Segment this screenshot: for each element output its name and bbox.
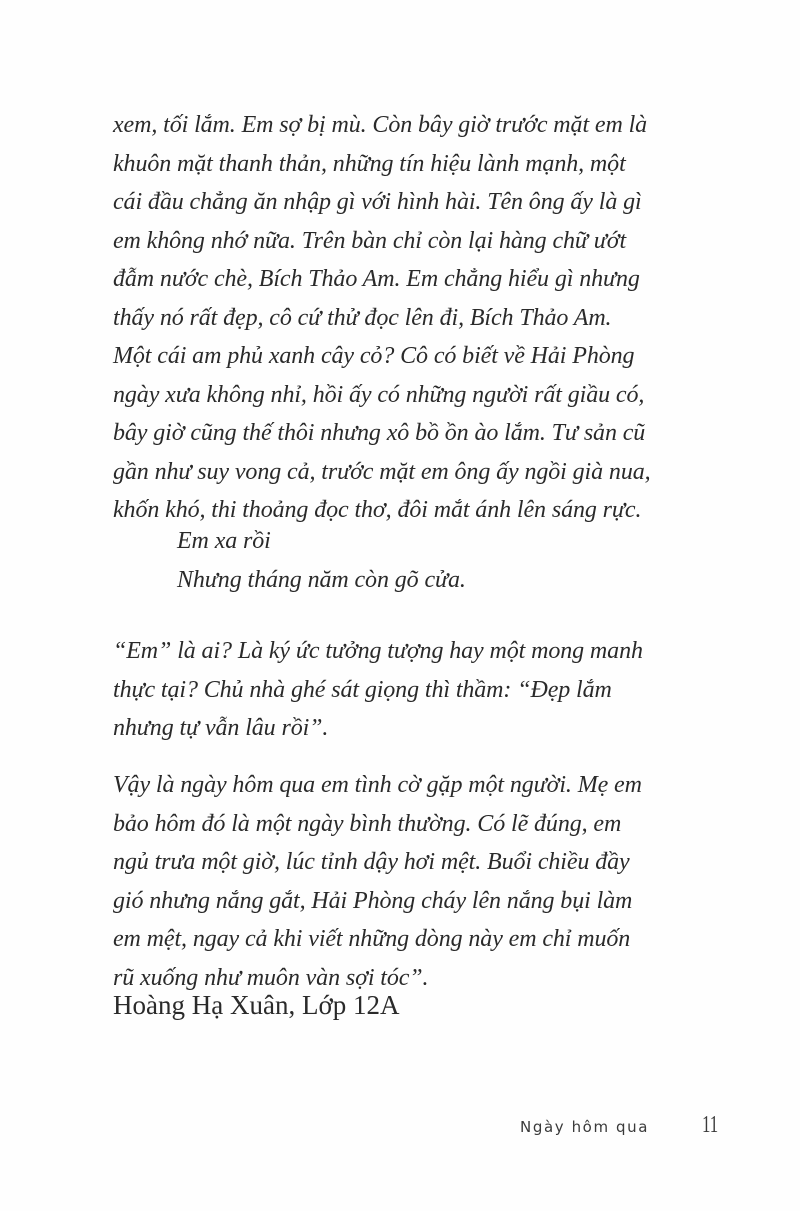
text-line: Vậy là ngày hôm qua em tình cờ gặp một người. Mẹ em: [113, 772, 642, 798]
author-signature: Hoàng Hạ Xuân, Lớp 12A: [113, 990, 400, 1020]
text-line: bảo hôm đó là một ngày bình thường. Có lẽ đúng, em: [113, 810, 622, 837]
text-line: rũ xuống như muôn vàn sợi tóc”.: [113, 964, 429, 991]
text-line: khốn khó, thi thoảng đọc thơ, đôi mắt ánh lên sáng rực.: [113, 497, 642, 523]
text-line: “Em” là ai? Là ký ức tưởng tượng hay một mong manh: [113, 638, 643, 664]
text-line: cái đầu chẳng ăn nhập gì với hình hài. Tên ông ấy là gì: [113, 189, 642, 215]
paragraph-1: [113, 106, 693, 530]
text-line: ngày xưa không nhỉ, hồi ấy có những người rất giầu có,: [113, 381, 645, 408]
text-line: gió nhưng nắng gắt, Hải Phòng cháy lên nắng bụi làm: [113, 887, 633, 914]
text-line: em không nhớ nữa. Trên bàn chỉ còn lại hàng chữ ướt: [113, 227, 627, 254]
text-line: thấy nó rất đẹp, cô cứ thử đọc lên đi, Bích Thảo Am.: [113, 304, 612, 331]
text-line: nhưng tự vẫn lâu rồi”.: [113, 715, 329, 741]
running-footer-title: Ngày hôm qua: [520, 1118, 650, 1136]
paragraph-2: [113, 632, 693, 748]
text-line: em mệt, ngay cả khi viết những dòng này em chỉ muốn: [113, 926, 631, 952]
text-line: gần như suy vong cả, trước mặt em ông ấy ngồi già nua,: [113, 458, 651, 485]
poem-line: Nhưng tháng năm còn gõ cửa.: [177, 566, 466, 593]
text-line: thực tại? Chủ nhà ghé sát giọng thì thầm: “Đẹp lắm: [113, 676, 612, 703]
page-number: 11: [702, 1112, 719, 1138]
text-line: bây giờ cũng thế thôi nhưng xô bồ ồn ào lắm. Tư sản cũ: [113, 420, 646, 446]
text-line: ngủ trưa một giờ, lúc tỉnh dậy hơi mệt. Buổi chiều đầy: [113, 849, 630, 875]
text-line: xem, tối lắm. Em sợ bị mù. Còn bây giờ trước mặt em là: [113, 112, 648, 138]
poem-line: Em xa rồi: [177, 528, 271, 554]
text-line: đẫm nước chè, Bích Thảo Am. Em chẳng hiểu gì nhưng: [113, 266, 640, 292]
poem-quote: [177, 522, 757, 599]
text-line: Một cái am phủ xanh cây cỏ? Cô có biết về Hải Phòng: [113, 343, 635, 369]
text-line: khuôn mặt thanh thản, những tín hiệu lành mạnh, một: [113, 150, 626, 177]
paragraph-3: [113, 766, 693, 997]
